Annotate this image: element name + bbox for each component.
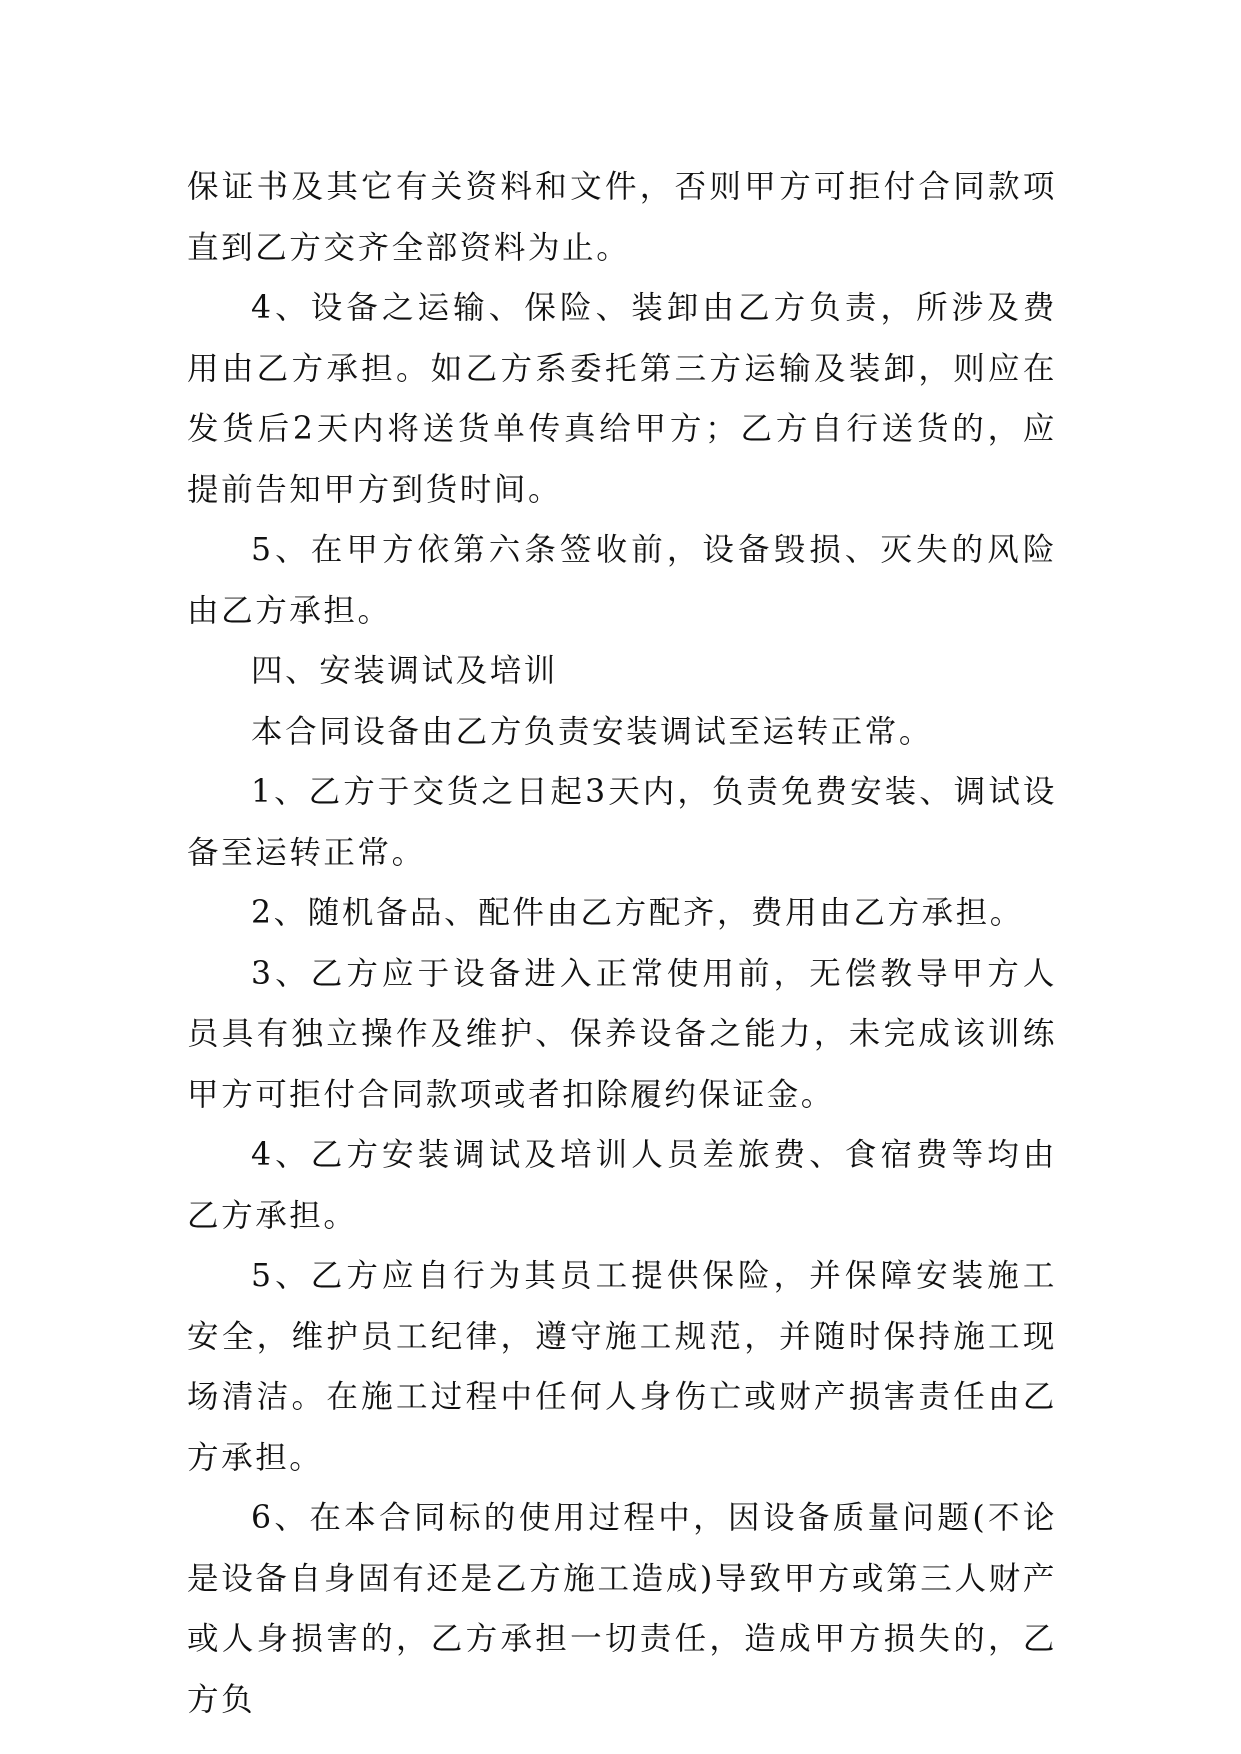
section-heading-installation: 四、安装调试及培训 (251, 653, 558, 689)
paragraph-installation-1: 1、乙方于交货之日起3天内，负责免费安装、调试设备至运转正常。 (187, 774, 1057, 871)
paragraph-installation-2: 2、随机备品、配件由乙方配齐，费用由乙方承担。 (251, 895, 1024, 931)
paragraph-risk-clause: 5、在甲方依第六条签收前，设备毁损、灭失的风险由乙方承担。 (187, 532, 1057, 629)
contract-body (187, 157, 1057, 1730)
paragraph-documents-clause: 保证书及其它有关资料和文件，否则甲方可拒付合同款项直到乙方交齐全部资料为止。 (187, 169, 1057, 266)
paragraph-installation-4: 4、乙方安装调试及培训人员差旅费、食宿费等均由乙方承担。 (187, 1137, 1057, 1234)
paragraph-installation-5: 5、乙方应自行为其员工提供保险，并保障安装施工安全，维护员工纪律，遵守施工规范，并随时保持施工现场清洁。在施工过程中任何人身伤亡或财产损害责任由乙方承担。 (187, 1258, 1057, 1476)
paragraph-installation-6: 6、在本合同标的使用过程中，因设备质量问题(不论是设备自身固有还是乙方施工造成)导致甲方或第三人财产或人身损害的，乙方承担一切责任，造成甲方损失的，乙方负 (187, 1500, 1057, 1718)
paragraph-installation-intro: 本合同设备由乙方负责安装调试至运转正常。 (251, 713, 934, 750)
paragraph-installation-3: 3、乙方应于设备进入正常使用前，无偿教导甲方人员具有独立操作及维护、保养设备之能力，未完成该训练甲方可拒付合同款项或者扣除履约保证金。 (187, 955, 1057, 1113)
paragraph-transport-clause: 4、设备之运输、保险、装卸由乙方负责，所涉及费用由乙方承担。如乙方系委托第三方运输及装卸，则应在发货后2天内将送货单传真给甲方；乙方自行送货的，应提前告知甲方到货时间。 (187, 290, 1057, 508)
